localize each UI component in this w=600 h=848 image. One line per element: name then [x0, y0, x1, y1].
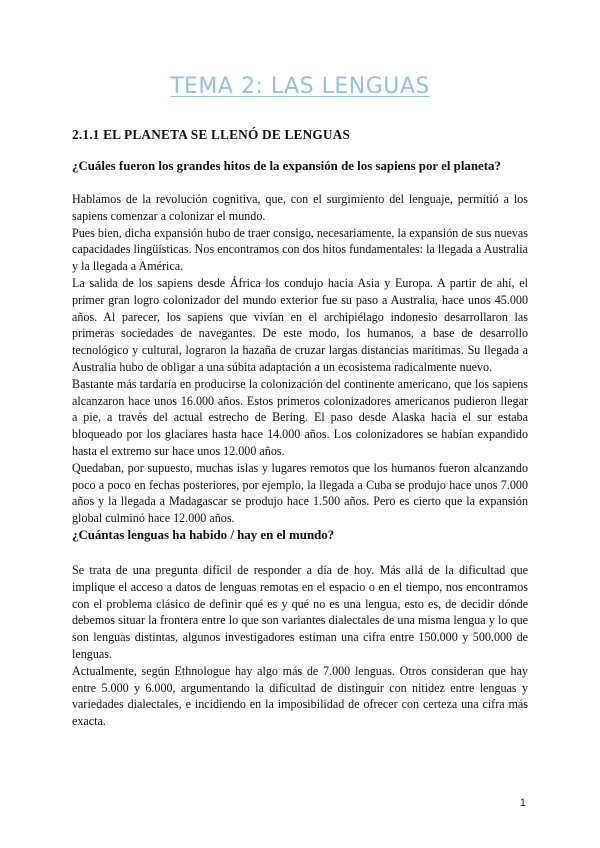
paragraph: La salida de los sapiens desde África los condujo hacia Asia y Europa. A partir de ahí, el primer gran logro colonizador del mundo exterior fue su paso a Australia, hace unos 45.000 años. Al parecer, los sapiens que vivían en el archipiélago indonesio desarrollaron las primeras sociedades de navegantes. De este modo, los humanos, a base de desarrollo tecnológico y cultural, lograron la hazaña de cruzar largas distancias marítimas. Su llegada a Australia hubo de obligar a una súbita adaptación a un ecosistema radicalmente nuevo. [72, 275, 528, 374]
paragraph: Pues bien, dicha expansión hubo de traer consigo, necesariamente, la expansión de sus nuevas capacidades lingüísticas. Nos encontramos con dos hitos fundamentales: la llegada a Australia y la llegada a América. [72, 225, 528, 274]
section-expansion-body [72, 191, 528, 527]
paragraph: Quedaban, por supuesto, muchas islas y lugares remotos que los humanos fueron alcanzando poco a poco en fechas posteriores, por ejemplo, la llegada a Cuba se produjo hace unos 7.000 años y la llegada a Madagascar se produjo hace 1.500 años. Pero es cierto que la expansión global culminó hace 12.000 años. [72, 460, 528, 526]
paragraph: Bastante más tardaría en producirse la colonización del continente americano, que los sapiens alcanzaron hace unos 16.000 años. Estos primeros colonizadores americanos pudieron llegar a pie, a través del actual estrecho de Bering. El paso desde Alaska hacia el sur estaba bloqueado por los glaciares hasta hace 14.000 años. Los colonizadores se habían expandido hasta el extremo sur hace unos 12.000 años. [72, 376, 528, 458]
question-heading-languages: ¿Cuántas lenguas ha habido / hay en el mundo? [72, 528, 335, 542]
document-title: TEMA 2: LAS LENGUAS [170, 74, 430, 99]
section-languages-body [72, 562, 528, 730]
paragraph: Hablamos de la revolución cognitiva, que, con el surgimiento del lenguaje, permitió a los sapiens comenzar a colonizar el mundo. [72, 192, 528, 223]
page-number: 1 [519, 797, 526, 809]
paragraph: Actualmente, según Ethnologue hay algo más de 7.000 lenguas. Otros consideran que hay entre 5.000 y 6.000, argumentando la dificultad de distinguir con nitidez entre lenguas y variedades dialectales, e incidiendo en la imposibilidad de ofrecer con certeza una cifra más exacta. [72, 663, 528, 729]
paragraph: Se trata de una pregunta difícil de responder a día de hoy. Más allá de la dificultad que implique el acceso a datos de lenguas remotas en el espacio o en el tiempo, nos encontramos con el problema clásico de definir qué es y qué no es una lengua, esto es, de decidir dónde debemos situar la frontera entre lo que son variantes dialectales de una misma lengua y lo que son lenguas distintas, algunos investigadores estiman una cifra entre 150.000 y 500.000 de lenguas. [72, 563, 528, 661]
question-heading-expansion: ¿Cuáles fueron los grandes hitos de la expansión de los sapiens por el planeta? [72, 159, 501, 173]
section-heading: 2.1.1 EL PLANETA SE LLENÓ DE LENGUAS [72, 127, 351, 142]
